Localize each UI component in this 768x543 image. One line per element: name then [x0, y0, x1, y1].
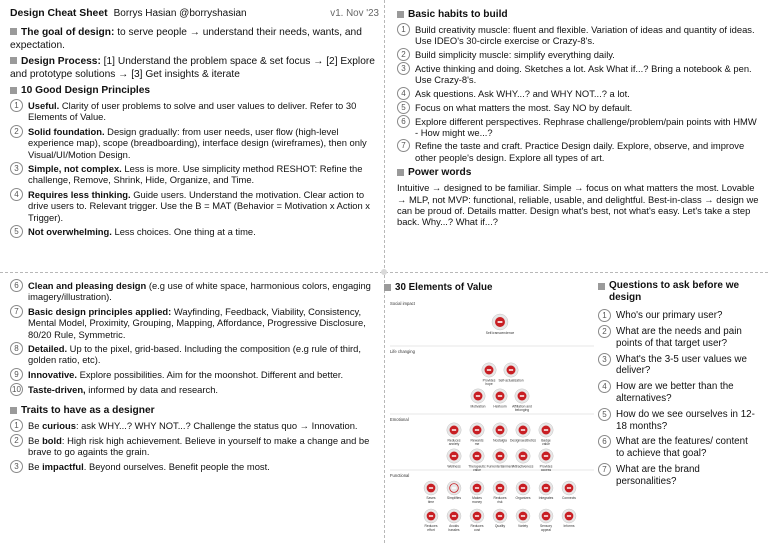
power-text: . [416, 216, 423, 228]
power-word: Best-in-class [648, 193, 702, 205]
number-badge: 10 [10, 383, 23, 396]
question-item [598, 381, 758, 405]
item-text [415, 116, 760, 139]
value-element [516, 509, 530, 528]
number-badge: 5 [397, 101, 410, 114]
value-label: Simplifies [446, 496, 462, 501]
value-glyph [452, 487, 456, 489]
value-glyph [452, 515, 456, 517]
power-text: , not what's easy. Let's [608, 205, 705, 217]
item-text [616, 354, 758, 378]
value-label: Self-transcendence [485, 331, 515, 336]
value-label: Design/aesthetics [509, 438, 537, 443]
power-text: → focus on what matters the most. [571, 182, 722, 194]
item-body: Guide users. Understand the motivation. Clear action to drive users to. Relevant trigger. Use the B = MAT (Behavior = Motivation x Action x Trigger). [28, 188, 370, 223]
principles-heading: 10 Good Design Principles [10, 84, 379, 97]
power-text: → design we can be proud of. [397, 193, 759, 217]
item-text [28, 189, 379, 223]
item-text [28, 369, 343, 380]
goal-label: The goal of design: [21, 27, 115, 38]
question-item [598, 436, 758, 460]
value-label: Saves time [426, 496, 436, 504]
item-text [415, 88, 630, 99]
number-badge: 1 [10, 419, 23, 432]
value-glyph [475, 515, 479, 517]
item-text [616, 464, 758, 488]
section-label: Functional [390, 473, 410, 478]
value-glyph [498, 515, 502, 517]
value-glyph [521, 487, 525, 489]
header [10, 8, 379, 22]
value-glyph [498, 455, 502, 457]
number-badge: 7 [598, 463, 611, 476]
value-glyph [498, 321, 503, 323]
habit-item [397, 116, 760, 139]
item-body: Explore different perspectives. Rephrase challenge/problem/pain points with HMW - How might we...? [415, 115, 757, 139]
value-element [424, 481, 438, 504]
item-body: Explore possibilities. Aim for the moonshot. Different and better. [76, 368, 344, 380]
item-bold: Simple, not complex. [28, 163, 122, 175]
value-label: Quality [494, 524, 506, 529]
item-body: Active thinking and doing. Sketches a lot. Ask What if...? Bring a notebook & pen. Use Crazy-8's. [415, 62, 752, 86]
item-text [28, 163, 379, 186]
item-text [616, 409, 758, 433]
question-item [598, 354, 758, 378]
item-bold: impactful [42, 460, 84, 472]
value-label: Reduces effort [424, 524, 438, 532]
habit-item [397, 88, 760, 100]
item-body: What are the features/ content to achieve that goal? [616, 436, 748, 460]
value-label: Organizes [515, 496, 531, 501]
item-bold: Not overwhelming. [28, 226, 112, 238]
value-element [470, 481, 484, 504]
item-body: Build creativity muscle: fluent and flexible. Variation of ideas and quantity of ideas. Use IDEO's 30-circle exercise or Crazy-8's. [415, 24, 755, 47]
item-body: How are we better than the alternatives? [616, 381, 734, 404]
principle-item [10, 306, 379, 340]
item-prefix: Be [28, 460, 43, 472]
value-element [493, 389, 507, 409]
elements-pyramid [390, 298, 594, 536]
value-element [470, 509, 484, 532]
elements-heading: 30 Elements of Value [384, 282, 599, 293]
habit-item [397, 140, 760, 163]
item-body: What's the 3-5 user values we deliver? [616, 353, 747, 377]
question-item [598, 464, 758, 488]
item-body: Clarity of user problems to solve and user values to deliver. Refer to 30 Elements of Value. [28, 100, 357, 123]
value-element [539, 509, 553, 532]
number-badge: 1 [10, 99, 23, 112]
power-word: what's best [561, 205, 609, 217]
value-element [562, 481, 576, 500]
value-label: Connects [562, 496, 576, 501]
item-text [616, 310, 722, 322]
item-body: Focus on what matters the most. Say NO by default. [415, 101, 633, 113]
value-label: Variety [517, 524, 529, 529]
value-glyph [509, 369, 513, 371]
principle-item [10, 100, 379, 123]
item-text [415, 102, 632, 113]
principle-item [10, 226, 379, 238]
value-element [447, 449, 461, 469]
number-badge: 9 [10, 368, 23, 381]
traits-list [10, 420, 379, 473]
goal-text: to serve people → understand their needs, wants, and expectation. [10, 27, 362, 51]
item-text [415, 63, 760, 86]
number-badge: 7 [10, 305, 23, 318]
principle-item [10, 126, 379, 160]
value-element [470, 423, 484, 446]
number-badge: 8 [10, 342, 23, 355]
principle-item [10, 343, 379, 366]
habit-item [397, 24, 760, 47]
item-bold: Requires less thinking. [28, 188, 131, 200]
value-element [512, 389, 532, 412]
power-word: Lovable [721, 182, 755, 194]
item-prefix: Be [28, 434, 43, 446]
number-badge: 5 [10, 225, 23, 238]
panel-principles-top [10, 8, 379, 266]
questions-list [598, 310, 758, 488]
number-badge: 2 [598, 325, 611, 338]
author: Borrys Hasian @borryshasian [113, 8, 247, 19]
item-text [616, 436, 758, 460]
item-text [28, 461, 270, 472]
number-badge: 3 [10, 162, 23, 175]
value-element [447, 423, 461, 446]
value-glyph [475, 487, 479, 489]
process-label: Design Process: [21, 56, 101, 67]
number-badge: 6 [397, 115, 410, 128]
value-label: Affiliation and belonging [512, 404, 532, 412]
item-text [616, 326, 758, 350]
item-bold: bold [42, 434, 62, 446]
value-label: Integrates [538, 496, 554, 501]
value-element [493, 509, 507, 528]
power-text: → MLP, not MVP: functional, reliable, usable, and delightful. [397, 193, 649, 205]
item-body: Less is more. Use simplicity method RESHOT: Refine the challenge, Remove, Shrink, Hide, Organize, and Time. [28, 163, 363, 186]
value-glyph [544, 455, 548, 457]
value-element [487, 449, 514, 469]
item-body: : ask WHY...? WHY NOT...? Challenge the status quo → Innovation. [75, 419, 358, 431]
item-body: Less choices. One thing at a time. [111, 226, 256, 238]
value-element [482, 363, 496, 386]
number-badge: 2 [10, 125, 23, 138]
power-words-text [397, 182, 760, 228]
value-label: Provides access [539, 464, 553, 472]
value-label: Reduces cost [470, 524, 484, 532]
value-element [510, 423, 536, 443]
value-label: Motivation [470, 404, 486, 409]
value-label: Sensory appeal [539, 524, 553, 532]
value-glyph [476, 395, 480, 397]
number-badge: 2 [397, 48, 410, 61]
item-text [28, 226, 256, 237]
value-glyph [498, 487, 502, 489]
value-label: Badge value [541, 438, 551, 446]
item-body: Ask questions. Ask WHY...? and WHY NOT...? a lot. [415, 87, 630, 99]
item-text [28, 420, 358, 431]
value-glyph [452, 429, 456, 431]
number-badge: 6 [10, 279, 23, 292]
power-word: Details [467, 205, 497, 217]
value-element [447, 481, 461, 500]
item-text [415, 49, 615, 60]
value-element [498, 363, 523, 383]
question-item [598, 310, 758, 322]
item-text [616, 381, 758, 405]
trait-item [10, 435, 379, 458]
value-label: Heirloom [493, 404, 507, 409]
value-label: Reduces risk [493, 496, 507, 504]
value-glyph [544, 515, 548, 517]
item-body: : High risk high achievement. Believe in yourself to make a change and be brave to go againts the grain. [28, 434, 370, 458]
number-badge: 3 [397, 62, 410, 75]
item-text [28, 280, 379, 303]
doc-title: Design Cheat Sheet [10, 8, 108, 19]
number-badge: 6 [598, 435, 611, 448]
item-bold: curious [42, 419, 76, 431]
item-text [28, 384, 218, 395]
power-word: Why...? What if...? [422, 216, 498, 228]
value-glyph [452, 455, 456, 457]
number-badge: 2 [10, 434, 23, 447]
item-text [415, 140, 760, 163]
process-block [10, 55, 379, 81]
number-badge: 1 [598, 309, 611, 322]
value-element [486, 314, 515, 335]
question-item [598, 409, 758, 433]
value-label: Attractiveness [512, 464, 534, 469]
panel-principles-bottom [10, 280, 379, 538]
item-text [28, 435, 379, 458]
value-element [515, 481, 530, 500]
value-label: Informs [563, 524, 575, 529]
panel-elements-questions [384, 280, 762, 538]
item-body: Up to the pixel, grid-based. Including the composition (e.g rule of third, golden ratio, etc). [28, 343, 361, 366]
item-text [28, 126, 379, 160]
habit-item [397, 49, 760, 61]
number-badge: 3 [598, 353, 611, 366]
number-badge: 4 [10, 188, 23, 201]
number-badge: 3 [10, 460, 23, 473]
value-element [562, 509, 576, 528]
value-element [539, 449, 553, 472]
center-mark [381, 269, 387, 275]
principles-list-b [10, 280, 379, 396]
process-text: [1] Understand the problem space & set focus → [2] Explore and prototype solutions → [3] Get insights & iterate [10, 56, 375, 80]
habits-heading: Basic habits to build [397, 8, 760, 21]
principle-item [10, 280, 379, 303]
item-body: How do we see ourselves in 12-18 months? [616, 408, 755, 432]
value-glyph [567, 487, 571, 489]
questions-heading: Questions to ask before we design [598, 280, 758, 304]
number-badge: 4 [598, 380, 611, 393]
number-badge: 1 [397, 23, 410, 36]
value-label: Reduces anxiety [447, 438, 461, 446]
power-text: matter. Design [496, 205, 562, 217]
question-item [598, 326, 758, 350]
value-element [493, 481, 507, 504]
item-bold: Detailed. [28, 343, 68, 355]
item-text [28, 306, 379, 340]
value-label: Self-actualization [498, 378, 524, 383]
value-glyph [520, 395, 524, 397]
value-element [468, 449, 486, 472]
item-bold: Solid foundation. [28, 125, 105, 137]
number-badge: 5 [598, 408, 611, 421]
item-body: Wayfinding, Feedback, Viability, Consistency, Mental Model, Proximity, Grouping, Mapping, Affordance, Progressive Disclosure, 80/20 Rule, Symmetric. [28, 305, 366, 340]
item-body: What are the brand personalities? [616, 463, 700, 487]
item-bold: Innovative. [28, 368, 77, 380]
panel-habits [397, 8, 760, 266]
value-element [424, 509, 438, 532]
value-element [447, 509, 461, 532]
number-badge: 4 [397, 87, 410, 100]
section-label: Social impact [390, 301, 415, 306]
value-element [513, 449, 534, 469]
principle-item [10, 163, 379, 186]
value-element [539, 423, 553, 446]
item-body: (e.g use of white space, harmonious colors, engaging imagery/illustration). [28, 280, 371, 303]
power-text: → designed to be familiar. [429, 182, 543, 194]
value-glyph [544, 429, 548, 431]
questions-block [598, 280, 758, 492]
power-heading: Power words [397, 166, 760, 179]
power-word: Simple [542, 182, 572, 194]
value-glyph [544, 487, 548, 489]
principles-list-a [10, 100, 379, 238]
value-label: Provides hope [482, 378, 496, 386]
value-label: Makes money [472, 496, 482, 504]
value-element [539, 481, 554, 500]
value-label: Rewards me [470, 438, 484, 446]
principle-item [10, 369, 379, 381]
value-label: Nostalgia [493, 438, 507, 443]
value-label: Avoids hassles [448, 524, 460, 532]
item-bold: Basic design principles applied: [28, 305, 172, 317]
item-bold: Taste-driven, [28, 383, 86, 395]
power-word: take a step back [397, 205, 751, 228]
trait-item [10, 461, 379, 473]
item-body: Refine the taste and craft. Practice Design daily. Explore, observe, and improve other people's design. Explore all types of art. [415, 140, 745, 163]
value-label: Wellness [447, 464, 461, 469]
item-body: Build simplicity muscle: simplify everything daily. [415, 48, 615, 60]
goal-block [10, 26, 379, 52]
value-glyph [567, 515, 571, 517]
habit-item [397, 63, 760, 86]
traits-heading: Traits to have as a designer [10, 404, 379, 417]
item-body: Design gradually: from user needs, user flow (high-level experience map), scope (breadboarding), interface design (wireframes), then only Visual/UI/Motion Design. [28, 125, 367, 160]
item-prefix: Be [28, 419, 43, 431]
value-label: Therapeutic value [468, 464, 486, 472]
item-bold: Useful. [28, 100, 60, 111]
value-element [493, 423, 507, 443]
item-bold: Clean and pleasing design [28, 280, 147, 291]
value-glyph [521, 515, 525, 517]
trait-item [10, 420, 379, 432]
value-glyph [498, 395, 502, 397]
habits-list [397, 24, 760, 163]
value-glyph [521, 429, 525, 431]
item-text [415, 24, 760, 47]
value-glyph [498, 429, 502, 431]
power-word: Intuitive [397, 182, 430, 194]
habit-item [397, 102, 760, 114]
item-text [28, 100, 379, 123]
item-text [28, 343, 379, 366]
principle-item [10, 189, 379, 223]
value-glyph [475, 455, 479, 457]
value-glyph [429, 487, 433, 489]
section-label: Life changing [390, 349, 415, 354]
value-label: Fun/entertainment [486, 464, 514, 469]
section-label: Emotional [390, 417, 409, 422]
item-body: Who's our primary user? [616, 310, 723, 321]
version: v1. Nov '23 [330, 8, 379, 19]
item-body: informed by data and research. [85, 383, 219, 395]
value-glyph [487, 369, 491, 371]
item-body: . Beyond ourselves. Benefit people the most. [83, 460, 270, 472]
value-glyph [429, 515, 433, 517]
principle-item [10, 384, 379, 396]
value-glyph [475, 429, 479, 431]
value-element [470, 389, 485, 409]
number-badge: 7 [397, 139, 410, 152]
item-body: What are the needs and pain points of that target user? [616, 326, 742, 349]
value-glyph [521, 455, 525, 457]
elements-of-value [384, 280, 599, 538]
